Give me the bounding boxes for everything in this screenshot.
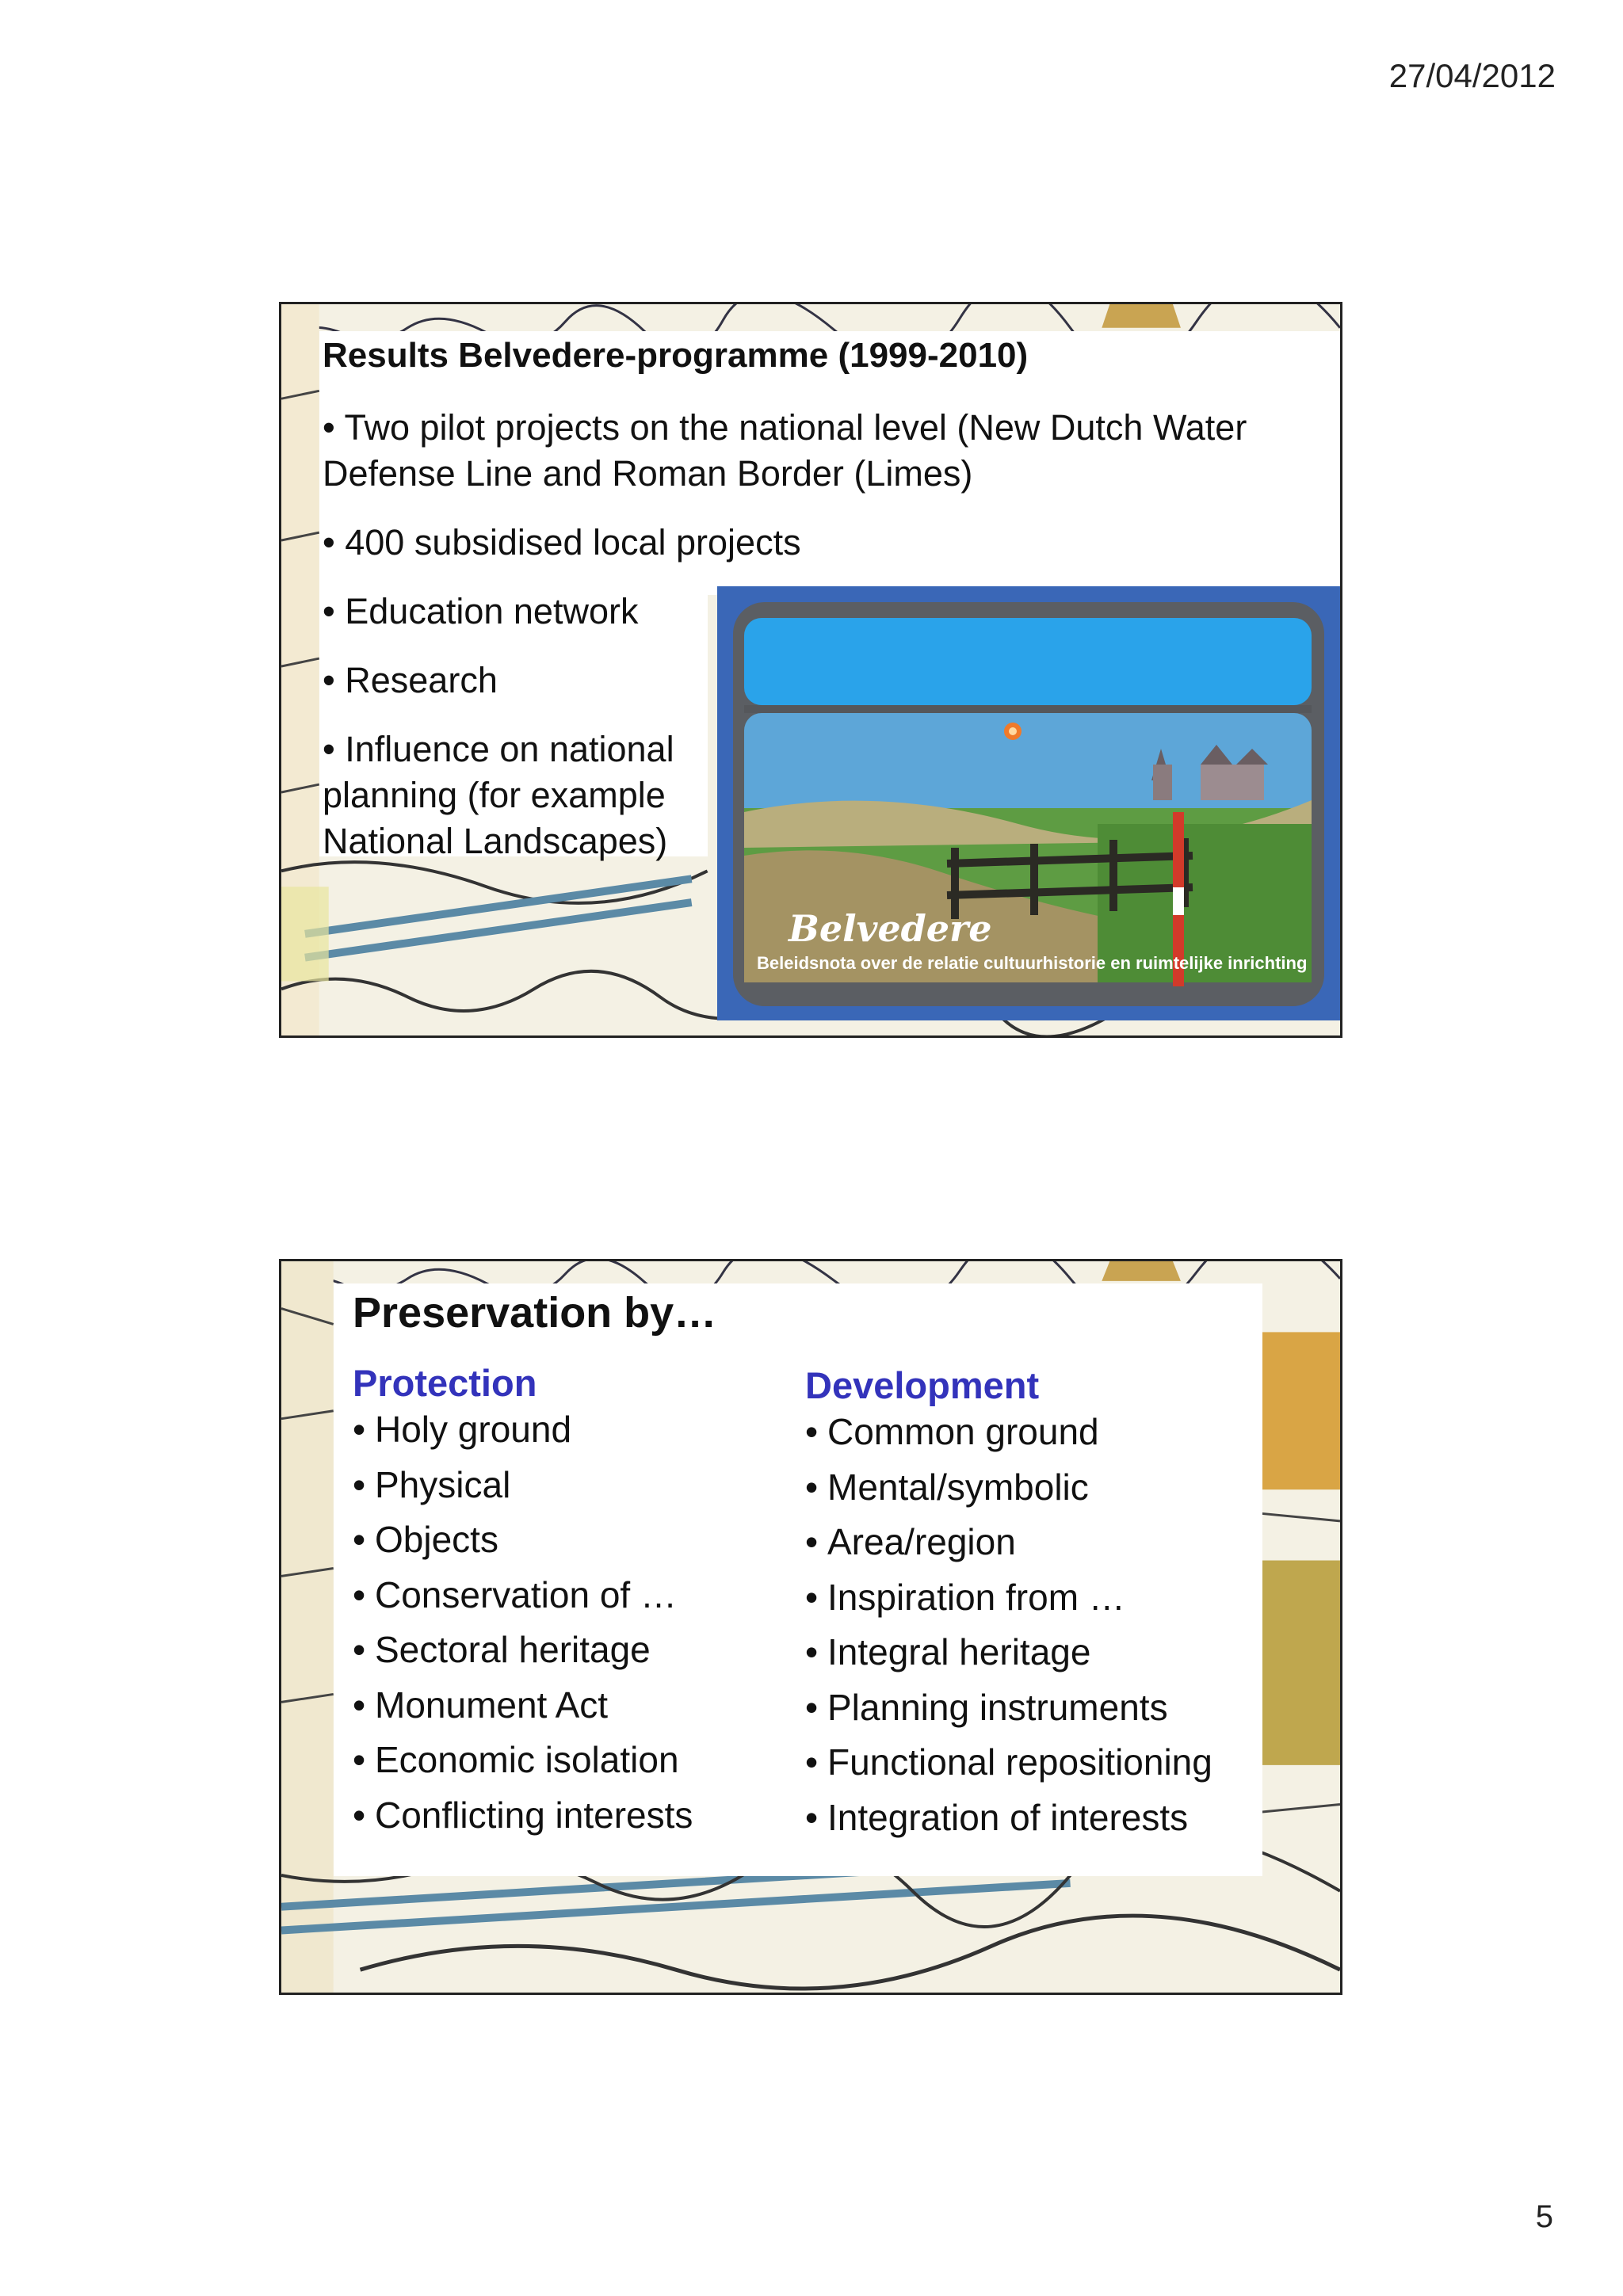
- list-item: • Monument Act: [353, 1684, 609, 1726]
- list-item: • Integration of interests: [805, 1796, 1189, 1838]
- belvedere-image-title: Belvedere: [789, 907, 992, 950]
- bullet-influence-line1: • Influence on national: [323, 729, 674, 769]
- list-item: • Economic isolation: [353, 1739, 679, 1780]
- bullet-research: • Research: [323, 660, 498, 700]
- list-item: • Inspiration from …: [805, 1576, 1125, 1618]
- list-item: • Planning instruments: [805, 1686, 1168, 1728]
- bullet-education-network: • Education network: [323, 591, 639, 631]
- slide-title: Preservation by…: [353, 1289, 717, 1337]
- bullet-influence-line3: National Landscapes): [323, 821, 668, 861]
- list-item: • Holy ground: [353, 1409, 572, 1450]
- list-item: • Functional repositioning: [805, 1741, 1212, 1783]
- bullet-influence-line2: planning (for example: [323, 775, 666, 815]
- belvedere-image-subtitle: Beleidsnota over de relatie cultuurhistorie en ruimtelijke inrichting: [757, 953, 1308, 973]
- protection-heading: Protection: [353, 1362, 537, 1404]
- development-heading: Development: [805, 1364, 1040, 1406]
- page-number: 5: [1535, 2199, 1553, 2234]
- list-item: • Integral heritage: [805, 1631, 1091, 1672]
- list-item: • Area/region: [805, 1521, 1016, 1562]
- belvedere-cover-image: [717, 586, 1340, 1020]
- bullet-local-projects: • 400 subsidised local projects: [323, 522, 801, 563]
- list-item: • Mental/symbolic: [805, 1466, 1089, 1508]
- list-item: • Common ground: [805, 1411, 1099, 1452]
- header-date: 27/04/2012: [1388, 57, 1556, 94]
- protection-list: [353, 1402, 693, 1843]
- slide-results-belvedere: [279, 302, 1342, 1038]
- list-item: • Sectoral heritage: [353, 1629, 651, 1670]
- slide-title: Results Belvedere-programme (1999-2010): [323, 336, 1029, 375]
- list-item: • Conflicting interests: [353, 1794, 693, 1836]
- bullet-pilot-projects-line2: Defense Line and Roman Border (Limes): [323, 453, 973, 494]
- list-item: • Physical: [353, 1463, 511, 1505]
- list-item: • Objects: [353, 1519, 498, 1560]
- list-item: • Conservation of …: [353, 1573, 677, 1615]
- development-list: [805, 1405, 1212, 1845]
- slide-preservation-by: [279, 1259, 1342, 1995]
- bullet-pilot-projects-line1: • Two pilot projects on the national level (New Dutch Water: [323, 407, 1247, 448]
